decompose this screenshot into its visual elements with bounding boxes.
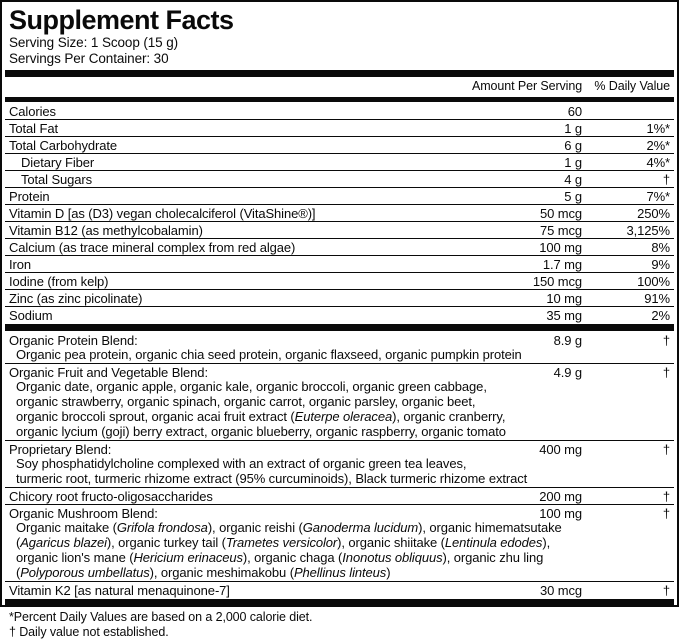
nutrient-amount: 1 g [472, 156, 582, 169]
nutrient-daily-value: 9% [582, 258, 674, 271]
ingredient-list-line: (Agaricus blazei), organic turkey tail (Trametes versicolor), organic shiitake (Lentinula edodes), [5, 536, 674, 551]
servings-per-container-line: Servings Per Container: 30 [5, 51, 674, 67]
nutrient-row [5, 364, 674, 441]
nutrient-row [5, 307, 674, 323]
nutrient-amount: 75 mcg [472, 224, 582, 237]
nutrient-amount: 4.9 g [472, 366, 582, 379]
nutrient-label: Chicory root fructo-oligosaccharides [5, 490, 472, 503]
nutrient-label: Vitamin D [as (D3) vegan cholecalciferol (VitaShine®)] [5, 207, 472, 220]
nutrient-row [5, 256, 674, 273]
nutrient-row [5, 154, 674, 171]
nutrient-row [5, 290, 674, 307]
ingredient-list-line: organic broccoli sprout, organic acai fruit extract (Euterpe oleracea), organic cranberry, [5, 410, 674, 425]
section-divider-bar [5, 70, 674, 77]
nutrient-amount: 60 [472, 105, 582, 118]
nutrient-row [5, 222, 674, 239]
nutrient-row [5, 103, 674, 120]
facts-title: Supplement Facts [5, 6, 674, 35]
percent-daily-value-footnote: *Percent Daily Values are based on a 2,000 calorie diet. [5, 610, 674, 625]
nutrient-daily-value: † [582, 334, 674, 347]
nutrient-amount: 1.7 mg [472, 258, 582, 271]
ingredient-list-line: Organic date, organic apple, organic kale, organic broccoli, organic green cabbage, [5, 380, 674, 395]
ingredient-list-line: organic strawberry, organic spinach, organic carrot, organic parsley, organic beet, [5, 395, 674, 410]
nutrient-row [5, 239, 674, 256]
nutrient-label: Organic Protein Blend: [5, 334, 472, 347]
nutrient-label: Vitamin B12 (as methylcobalamin) [5, 224, 472, 237]
nutrient-daily-value: 3,125% [582, 224, 674, 237]
ingredient-list-line: organic lycium (goji) berry extract, organic blueberry, organic raspberry, organic tomato [5, 425, 674, 440]
nutrient-row [5, 171, 674, 188]
nutrient-label: Dietary Fiber [5, 156, 472, 169]
nutrient-daily-value: † [582, 490, 674, 503]
nutrient-daily-value: † [582, 507, 674, 520]
nutrient-daily-value: † [582, 173, 674, 186]
nutrient-label: Vitamin K2 [as natural menaquinone-7] [5, 584, 472, 597]
nutrient-label: Protein [5, 190, 472, 203]
nutrient-amount: 200 mg [472, 490, 582, 503]
ingredient-list-line: Organic maitake (Grifola frondosa), organic reishi (Ganoderma lucidum), organic himematsutake [5, 521, 674, 536]
nutrient-amount: 6 g [472, 139, 582, 152]
nutrient-row [5, 505, 674, 582]
ingredient-list-line: (Polyporous umbellatus), organic meshimakobu (Phellinus linteus) [5, 566, 674, 581]
nutrient-label: Sodium [5, 309, 472, 322]
nutrient-daily-value: 91% [582, 292, 674, 305]
serving-size-line: Serving Size: 1 Scoop (15 g) [5, 35, 674, 51]
nutrient-amount: 10 mg [472, 292, 582, 305]
nutrient-label: Proprietary Blend: [5, 443, 472, 456]
nutrient-row [5, 205, 674, 222]
nutrient-label: Total Sugars [5, 173, 472, 186]
nutrient-daily-value: 8% [582, 241, 674, 254]
nutrient-daily-value: 2%* [582, 139, 674, 152]
nutrient-row [5, 488, 674, 505]
nutrient-row [5, 582, 674, 598]
nutrient-label: Organic Fruit and Vegetable Blend: [5, 366, 472, 379]
nutrient-daily-value: † [582, 443, 674, 456]
nutrient-daily-value: 1%* [582, 122, 674, 135]
nutrient-row [5, 441, 674, 488]
nutrient-row [5, 273, 674, 290]
ingredient-list-line: Soy phosphatidylcholine complexed with an extract of organic green tea leaves, [5, 457, 674, 472]
percent-daily-value-header: % Daily Value [582, 80, 674, 93]
nutrient-amount: 35 mg [472, 309, 582, 322]
section-divider-bar [5, 324, 674, 331]
ingredient-list-line: turmeric root, turmeric rhizome extract (95% curcuminoids), Black turmeric rhizome extract [5, 472, 674, 487]
nutrient-amount: 400 mg [472, 443, 582, 456]
footnotes [5, 607, 674, 639]
nutrient-amount: 100 mg [472, 507, 582, 520]
nutrient-label: Total Carbohydrate [5, 139, 472, 152]
nutrient-label: Iron [5, 258, 472, 271]
nutrient-label: Iodine (from kelp) [5, 275, 472, 288]
facts-table-body [5, 103, 674, 606]
nutrient-row [5, 137, 674, 154]
nutrient-amount: 8.9 g [472, 334, 582, 347]
nutrient-amount: 1 g [472, 122, 582, 135]
ingredient-list-line: Organic pea protein, organic chia seed protein, organic flaxseed, organic pumpkin protein [5, 348, 674, 363]
nutrient-label: Calcium (as trace mineral complex from red algae) [5, 241, 472, 254]
nutrient-daily-value: † [582, 584, 674, 597]
nutrient-daily-value: 100% [582, 275, 674, 288]
nutrient-row [5, 188, 674, 205]
nutrient-daily-value: 250% [582, 207, 674, 220]
nutrient-label: Calories [5, 105, 472, 118]
nutrient-amount: 50 mcg [472, 207, 582, 220]
nutrient-daily-value: 2% [582, 309, 674, 322]
nutrient-daily-value: † [582, 366, 674, 379]
nutrient-label: Total Fat [5, 122, 472, 135]
daily-value-not-established-footnote: † Daily value not established. [5, 625, 674, 639]
nutrient-amount: 30 mcg [472, 584, 582, 597]
column-header-row [5, 78, 674, 96]
nutrient-amount: 4 g [472, 173, 582, 186]
amount-per-serving-header: Amount Per Serving [472, 80, 582, 93]
nutrient-daily-value: 7%* [582, 190, 674, 203]
section-divider-bar [5, 599, 674, 606]
section-divider-bar [5, 97, 674, 102]
nutrient-amount: 5 g [472, 190, 582, 203]
nutrient-amount: 100 mg [472, 241, 582, 254]
nutrient-row [5, 120, 674, 137]
nutrient-label: Zinc (as zinc picolinate) [5, 292, 472, 305]
ingredient-list-line: organic lion's mane (Hericium erinaceus), organic chaga (Inonotus obliquus), organic zhu ling [5, 551, 674, 566]
nutrient-row [5, 332, 674, 364]
nutrient-label: Organic Mushroom Blend: [5, 507, 472, 520]
nutrient-daily-value: 4%* [582, 156, 674, 169]
nutrient-amount: 150 mcg [472, 275, 582, 288]
